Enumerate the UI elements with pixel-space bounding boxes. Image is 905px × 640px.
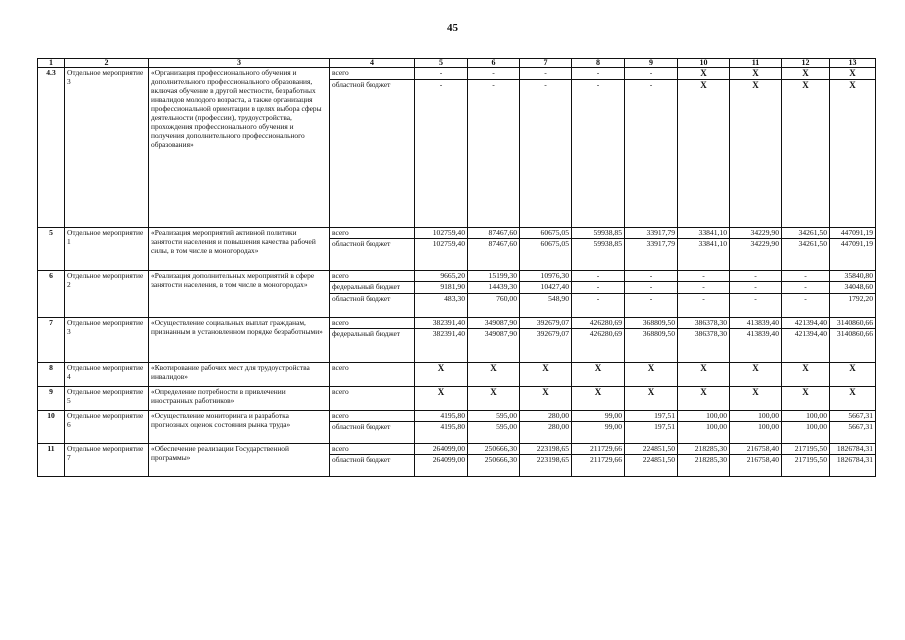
value-cell: 60675,05 <box>520 228 572 239</box>
value-cell: X <box>830 363 876 387</box>
value-cell: 250666,30 <box>468 444 520 455</box>
value-cell: - <box>678 294 730 318</box>
budget-table <box>37 58 876 477</box>
row-number: 11 <box>38 444 65 477</box>
row-number: 7 <box>38 318 65 363</box>
table-row <box>38 387 876 411</box>
event-title: «Осуществление мониторинга и разработка прогнозных оценок состояния рынка труда» <box>149 411 330 444</box>
value-cell: 197,51 <box>625 411 678 422</box>
value-cell: 760,00 <box>468 294 520 318</box>
value-cell: 447091,19 <box>830 228 876 239</box>
value-cell: - <box>520 80 572 228</box>
row-number: 5 <box>38 228 65 271</box>
value-cell: 218285,30 <box>678 455 730 477</box>
value-cell: 1792,20 <box>830 294 876 318</box>
value-cell: - <box>782 271 830 282</box>
value-cell: - <box>415 68 468 80</box>
value-cell: 34048,60 <box>830 282 876 294</box>
table-row <box>38 363 876 387</box>
value-cell: 100,00 <box>730 422 782 444</box>
funding-source: областной бюджет <box>330 455 415 477</box>
value-cell: 33841,10 <box>678 239 730 271</box>
event-name: Отдельное мероприятие 5 <box>65 387 149 411</box>
funding-source: федеральный бюджет <box>330 282 415 294</box>
value-cell: 9181,90 <box>415 282 468 294</box>
table-row <box>38 318 876 329</box>
funding-source: всего <box>330 444 415 455</box>
funding-source: всего <box>330 228 415 239</box>
value-cell: 87467,60 <box>468 239 520 271</box>
value-cell: X <box>830 68 876 80</box>
value-cell: X <box>625 363 678 387</box>
value-cell: X <box>625 387 678 411</box>
value-cell: 264099,00 <box>415 455 468 477</box>
value-cell: 217195,50 <box>782 444 830 455</box>
value-cell: 33917,79 <box>625 239 678 271</box>
value-cell: 413839,40 <box>730 329 782 363</box>
column-header: 4 <box>330 59 415 68</box>
row-number: 9 <box>38 387 65 411</box>
value-cell: X <box>678 363 730 387</box>
funding-source: областной бюджет <box>330 239 415 271</box>
value-cell: X <box>730 363 782 387</box>
value-cell: - <box>782 282 830 294</box>
value-cell: - <box>678 271 730 282</box>
value-cell: 99,00 <box>572 422 625 444</box>
value-cell: - <box>468 68 520 80</box>
value-cell: 100,00 <box>678 422 730 444</box>
table-row <box>38 444 876 455</box>
value-cell: 197,51 <box>625 422 678 444</box>
funding-source: областной бюджет <box>330 294 415 318</box>
value-cell: 4195,80 <box>415 422 468 444</box>
value-cell: 382391,40 <box>415 318 468 329</box>
value-cell: 595,00 <box>468 411 520 422</box>
value-cell: 368809,50 <box>625 329 678 363</box>
value-cell: 34261,50 <box>782 228 830 239</box>
value-cell: X <box>730 68 782 80</box>
value-cell: - <box>572 80 625 228</box>
value-cell: X <box>520 363 572 387</box>
value-cell: 60675,05 <box>520 239 572 271</box>
value-cell: 224851,50 <box>625 444 678 455</box>
column-header: 6 <box>468 59 520 68</box>
value-cell: X <box>782 68 830 80</box>
event-title: «Организация профессионального обучения и дополнительного профессионального образования, включая обучение в другой местности, безработных инвалидов молодого возраста, а также организация профессиональной ориентации в целях выбора сферы деятельности (профессии), трудоустройства, прохождения профессионального обучения и получения дополнительного профессионального образования» <box>149 68 330 228</box>
value-cell: 1826784,31 <box>830 444 876 455</box>
column-header: 9 <box>625 59 678 68</box>
event-title: «Обеспечение реализации Государственной программы» <box>149 444 330 477</box>
value-cell: 100,00 <box>678 411 730 422</box>
value-cell: X <box>678 387 730 411</box>
value-cell: 223198,65 <box>520 444 572 455</box>
value-cell: 34261,50 <box>782 239 830 271</box>
row-number: 8 <box>38 363 65 387</box>
value-cell: - <box>782 294 830 318</box>
value-cell: 595,00 <box>468 422 520 444</box>
value-cell: 3140860,66 <box>830 318 876 329</box>
value-cell: 211729,66 <box>572 455 625 477</box>
value-cell: 349087,90 <box>468 318 520 329</box>
value-cell: 15199,30 <box>468 271 520 282</box>
table-row <box>38 271 876 282</box>
value-cell: 211729,66 <box>572 444 625 455</box>
funding-source: областной бюджет <box>330 80 415 228</box>
value-cell: 87467,60 <box>468 228 520 239</box>
value-cell: 33841,10 <box>678 228 730 239</box>
value-cell: 34229,90 <box>730 228 782 239</box>
value-cell: 413839,40 <box>730 318 782 329</box>
value-cell: - <box>678 282 730 294</box>
value-cell: 548,90 <box>520 294 572 318</box>
value-cell: 386378,30 <box>678 318 730 329</box>
column-header: 7 <box>520 59 572 68</box>
value-cell: 421394,40 <box>782 329 830 363</box>
value-cell: - <box>625 271 678 282</box>
column-header: 12 <box>782 59 830 68</box>
value-cell: 218285,30 <box>678 444 730 455</box>
value-cell: 10976,30 <box>520 271 572 282</box>
column-header: 10 <box>678 59 730 68</box>
value-cell: 426280,69 <box>572 318 625 329</box>
value-cell: X <box>572 363 625 387</box>
value-cell: 14439,30 <box>468 282 520 294</box>
value-cell: - <box>520 68 572 80</box>
value-cell: - <box>572 282 625 294</box>
column-header: 3 <box>149 59 330 68</box>
value-cell: 9665,20 <box>415 271 468 282</box>
value-cell: 280,00 <box>520 411 572 422</box>
event-title: «Квотирование рабочих мест для трудоустройства инвалидов» <box>149 363 330 387</box>
table-header-row <box>38 59 876 68</box>
funding-source: федеральный бюджет <box>330 329 415 363</box>
value-cell: X <box>572 387 625 411</box>
event-name: Отдельное мероприятие 3 <box>65 68 149 228</box>
event-name: Отдельное мероприятие 3 <box>65 318 149 363</box>
value-cell: 10427,40 <box>520 282 572 294</box>
value-cell: 421394,40 <box>782 318 830 329</box>
value-cell: 102759,40 <box>415 239 468 271</box>
value-cell: X <box>782 387 830 411</box>
value-cell: - <box>730 271 782 282</box>
value-cell: X <box>415 387 468 411</box>
value-cell: - <box>468 80 520 228</box>
value-cell: - <box>572 68 625 80</box>
value-cell: 35840,80 <box>830 271 876 282</box>
value-cell: 392679,07 <box>520 329 572 363</box>
value-cell: 447091,19 <box>830 239 876 271</box>
value-cell: 382391,40 <box>415 329 468 363</box>
value-cell: 1826784,31 <box>830 455 876 477</box>
value-cell: 100,00 <box>782 411 830 422</box>
value-cell: X <box>782 80 830 228</box>
value-cell: X <box>468 363 520 387</box>
value-cell: 224851,50 <box>625 455 678 477</box>
funding-source: областной бюджет <box>330 422 415 444</box>
event-name: Отдельное мероприятие 2 <box>65 271 149 318</box>
funding-source: всего <box>330 411 415 422</box>
value-cell: - <box>730 294 782 318</box>
event-name: Отдельное мероприятие 4 <box>65 363 149 387</box>
value-cell: 100,00 <box>782 422 830 444</box>
value-cell: - <box>415 80 468 228</box>
funding-source: всего <box>330 271 415 282</box>
value-cell: X <box>415 363 468 387</box>
event-name: Отдельное мероприятие 6 <box>65 411 149 444</box>
value-cell: 217195,50 <box>782 455 830 477</box>
column-header: 1 <box>38 59 65 68</box>
event-title: «Осуществление социальных выплат гражданам, признанным в установленном порядке безработными» <box>149 318 330 363</box>
value-cell: 426280,69 <box>572 329 625 363</box>
value-cell: 33917,79 <box>625 228 678 239</box>
value-cell: 102759,40 <box>415 228 468 239</box>
value-cell: X <box>730 80 782 228</box>
event-title: «Определение потребности в привлечении иностранных работников» <box>149 387 330 411</box>
value-cell: X <box>782 363 830 387</box>
value-cell: - <box>625 68 678 80</box>
column-header: 8 <box>572 59 625 68</box>
value-cell: X <box>678 80 730 228</box>
column-header: 11 <box>730 59 782 68</box>
value-cell: X <box>830 387 876 411</box>
value-cell: X <box>520 387 572 411</box>
value-cell: 5667,31 <box>830 411 876 422</box>
event-name: Отдельное мероприятие 7 <box>65 444 149 477</box>
value-cell: - <box>572 271 625 282</box>
value-cell: X <box>830 80 876 228</box>
value-cell: 392679,07 <box>520 318 572 329</box>
value-cell: 349087,90 <box>468 329 520 363</box>
table-body <box>38 68 876 477</box>
event-title: «Реализация мероприятий активной политики занятости населения и повышения качества рабочей силы, в том числе в моногородах» <box>149 228 330 271</box>
column-header: 2 <box>65 59 149 68</box>
value-cell: 59938,85 <box>572 228 625 239</box>
value-cell: 99,00 <box>572 411 625 422</box>
value-cell: 223198,65 <box>520 455 572 477</box>
value-cell: X <box>678 68 730 80</box>
value-cell: 100,00 <box>730 411 782 422</box>
row-number: 6 <box>38 271 65 318</box>
value-cell: - <box>572 294 625 318</box>
value-cell: - <box>625 80 678 228</box>
column-header: 5 <box>415 59 468 68</box>
page-number: 45 <box>447 22 458 34</box>
value-cell: 264099,00 <box>415 444 468 455</box>
value-cell: 59938,85 <box>572 239 625 271</box>
event-name: Отдельное мероприятие 1 <box>65 228 149 271</box>
value-cell: 280,00 <box>520 422 572 444</box>
row-number: 4.3 <box>38 68 65 228</box>
table-row <box>38 411 876 422</box>
value-cell: 483,30 <box>415 294 468 318</box>
value-cell: - <box>625 294 678 318</box>
funding-source: всего <box>330 363 415 387</box>
funding-source: всего <box>330 68 415 80</box>
value-cell: 368809,50 <box>625 318 678 329</box>
value-cell: 250666,30 <box>468 455 520 477</box>
value-cell: 386378,30 <box>678 329 730 363</box>
event-title: «Реализация дополнительных мероприятий в сфере занятости населения, в том числе в моногородах» <box>149 271 330 318</box>
value-cell: - <box>625 282 678 294</box>
value-cell: 34229,90 <box>730 239 782 271</box>
value-cell: 216758,40 <box>730 444 782 455</box>
value-cell: 216758,40 <box>730 455 782 477</box>
funding-source: всего <box>330 387 415 411</box>
value-cell: 3140860,66 <box>830 329 876 363</box>
value-cell: - <box>730 282 782 294</box>
value-cell: 5667,31 <box>830 422 876 444</box>
value-cell: 4195,80 <box>415 411 468 422</box>
value-cell: X <box>468 387 520 411</box>
column-header: 13 <box>830 59 876 68</box>
value-cell: X <box>730 387 782 411</box>
row-number: 10 <box>38 411 65 444</box>
funding-source: всего <box>330 318 415 329</box>
table-row <box>38 228 876 239</box>
table-row <box>38 68 876 80</box>
